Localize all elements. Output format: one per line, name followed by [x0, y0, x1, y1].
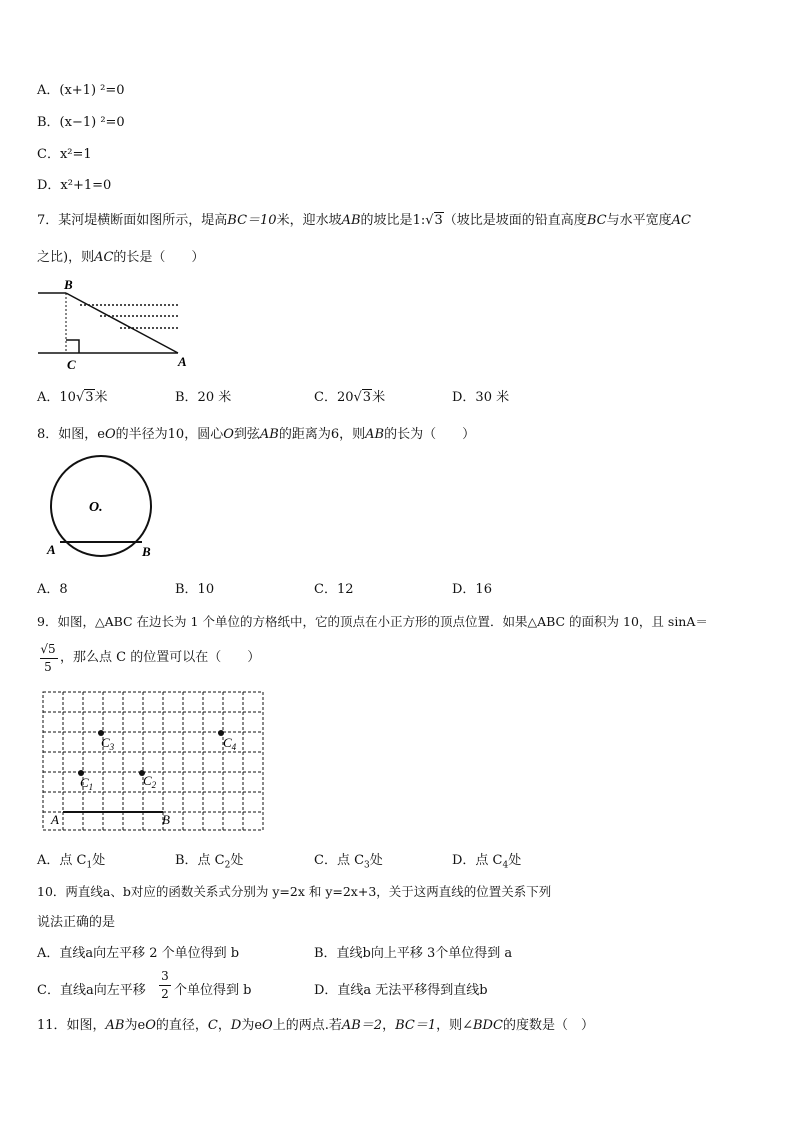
label-c3: $C_3$ — [101, 735, 115, 752]
q10-frac-num: 3 — [161, 969, 169, 983]
q9-frac-den: 5 — [44, 660, 52, 674]
option-a-prev: A．(x+1) ²=0 — [37, 83, 125, 98]
option-c-prev: C．x²=1 — [37, 147, 92, 162]
q10-frac-bar — [159, 985, 171, 986]
circle-figure — [44, 460, 164, 570]
q7-option-d: D．30 米 — [452, 390, 510, 405]
q10-option-b: B．直线b向上平移 3个单位得到 a — [314, 946, 513, 961]
q10-option-c-tail: 个单位得到 b — [174, 983, 252, 998]
q7-option-b: B．20 米 — [175, 390, 232, 405]
q7-line2: 之比)，则AC的长是（ ） — [37, 250, 205, 265]
q7-line1: 7．某河堤横断面如图所示，堤高BC＝10米，迎水坡AB的坡比是1:√3（坡比是坡面的铅直高度BC与水平宽度AC — [37, 213, 691, 228]
q11-text: 11．如图，AB为eO的直径，C，D为eO上的两点.若AB＝2，BC＝1，则∠BDC的度数是（ ） — [37, 1018, 594, 1033]
label-a: A — [47, 542, 56, 557]
q8-option-b: B．10 — [175, 582, 215, 597]
q10-line1: 10．两直线a、b对应的函数关系式分别为 y=2x 和 y=2x+3，关于这两直线的位置关系下列 — [37, 884, 552, 899]
label-c1: $C_1$ — [80, 775, 94, 792]
q8-option-a: A．8 — [37, 582, 68, 597]
label-a: A — [51, 812, 59, 827]
q7-option-c: C．20√3米 — [314, 390, 386, 405]
label-c4: $C_4$ — [223, 735, 237, 752]
q9-option-d: D．点 $C_4$处 — [452, 853, 522, 871]
q9-frac-bar — [40, 658, 58, 659]
q9-frac-num: √5 — [40, 642, 56, 656]
q9-option-c: C．点 $C_3$处 — [314, 853, 383, 871]
q9-option-a: A．点 $C_1$处 — [37, 853, 106, 871]
q8-text: 8．如图，eO的半径为10，圆心O到弦AB的距离为6，则AB的长为（ ） — [37, 427, 476, 442]
label-o: O. — [89, 500, 103, 515]
q10-option-a: A．直线a向左平移 2 个单位得到 b — [37, 946, 240, 961]
q10-frac-den: 2 — [161, 987, 169, 1001]
q8-option-d: D．16 — [452, 582, 492, 597]
q8-option-c: C．12 — [314, 582, 354, 597]
label-b: B — [142, 544, 151, 559]
q10-option-d: D．直线a 无法平移得到直线b — [314, 983, 488, 998]
label-a: A — [178, 354, 187, 369]
label-c: C — [67, 357, 76, 372]
grid-figure — [42, 691, 266, 833]
q9-option-b: B．点 $C_2$处 — [175, 853, 244, 871]
q7-option-a: A．10√3米 — [37, 390, 108, 405]
label-b: B — [64, 277, 73, 292]
q9-line2: ，那么点 C 的位置可以在（ ） — [60, 650, 261, 665]
q10-option-c: C．直线a向左平移 — [37, 983, 146, 998]
label-c2: $C_2$ — [143, 773, 157, 790]
embankment-figure — [36, 277, 196, 372]
option-d-prev: D．x²+1=0 — [37, 178, 112, 193]
q9-line1: 9．如图，△ABC 在边长为 1 个单位的方格纸中，它的顶点在小正方形的顶点位置．如果△ABC 的面积为 10，且 sinA＝ — [37, 614, 708, 629]
option-b-prev: B．(x−1) ²=0 — [37, 115, 125, 130]
q10-line2: 说法正确的是 — [37, 915, 116, 930]
label-b: B — [162, 812, 170, 827]
